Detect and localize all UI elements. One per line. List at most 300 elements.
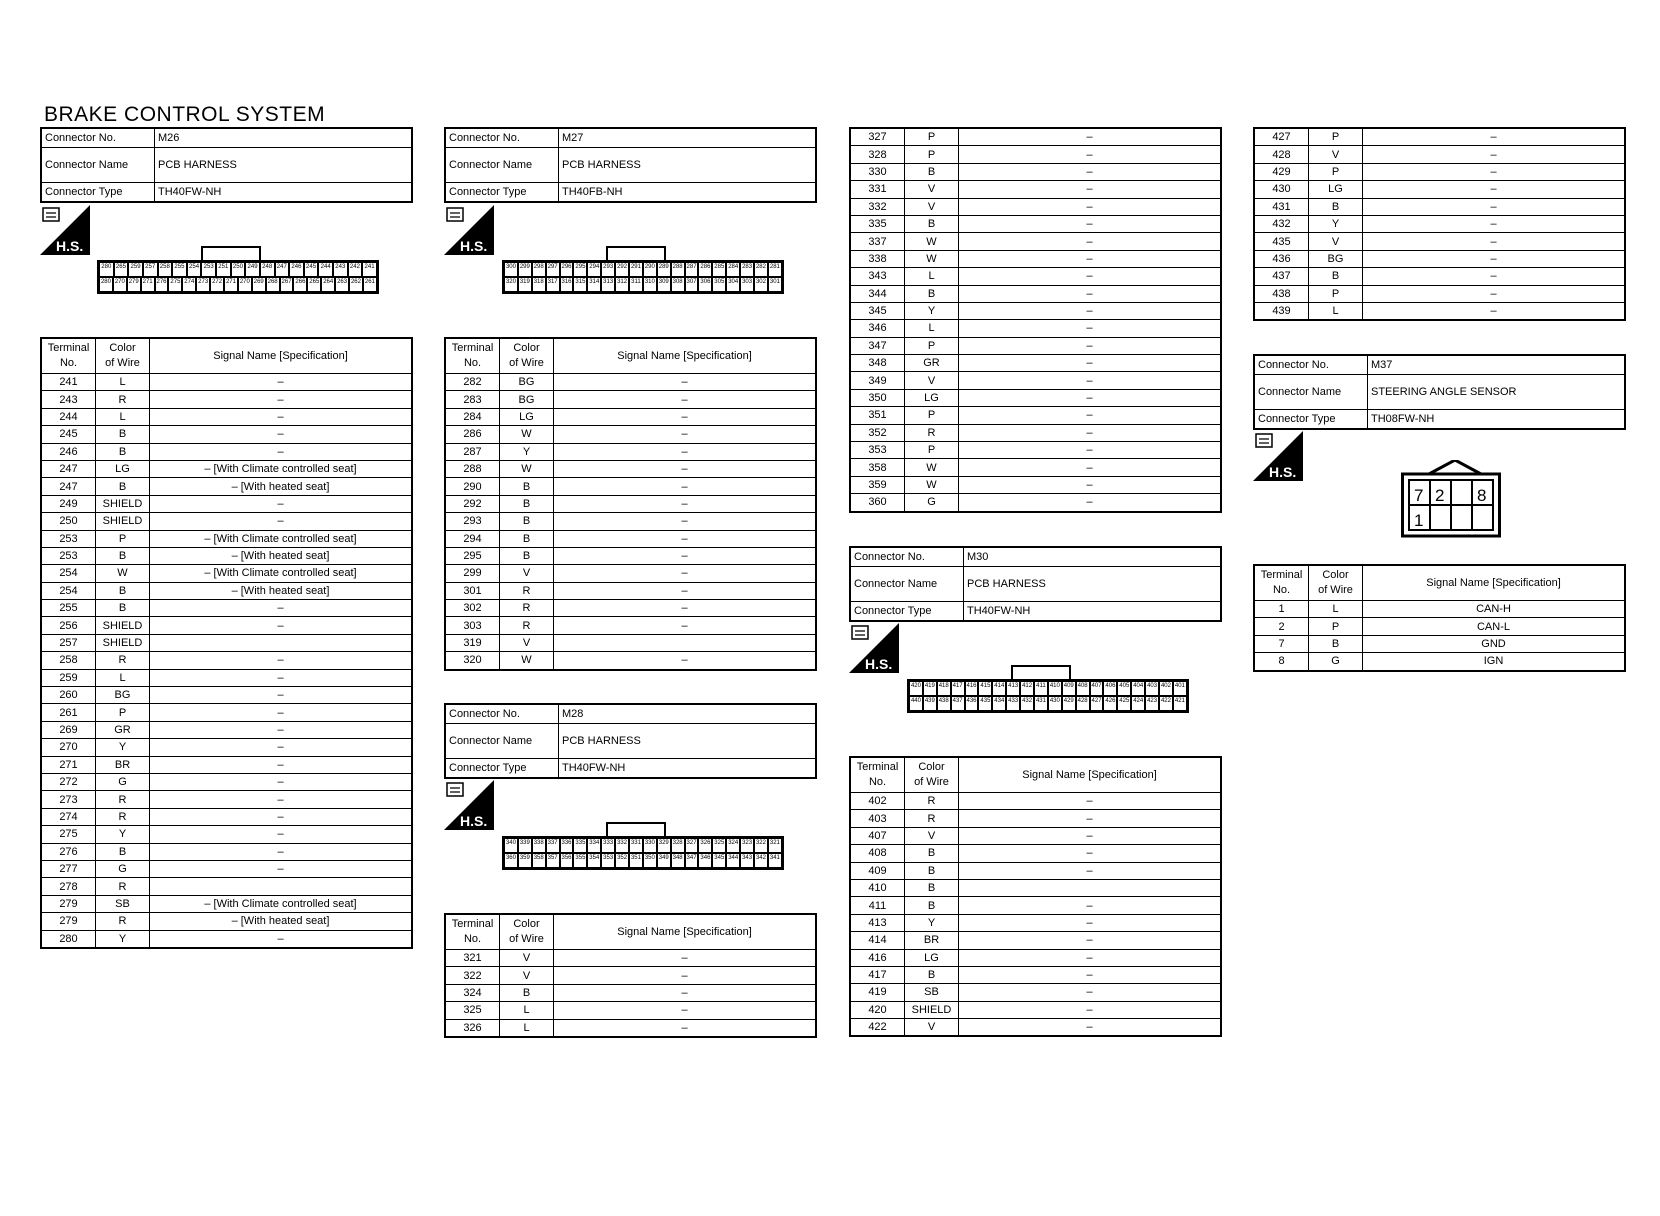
wire-color: Y (1309, 215, 1363, 232)
table-row (41, 547, 412, 564)
table-row (1254, 302, 1625, 320)
pin-cell: 286 (698, 262, 712, 277)
signal-name: – (150, 791, 413, 808)
wire-color: B (905, 862, 959, 879)
wire-color: W (500, 426, 554, 443)
signal-name: – (959, 424, 1222, 441)
wire-color: L (500, 1019, 554, 1037)
terminal-no: 320 (445, 652, 500, 670)
connector-type-label: Connector Type (1254, 410, 1368, 430)
pin-cell: 355 (573, 853, 587, 868)
terminal-no-header: Terminal No. (1254, 565, 1309, 601)
pin-cell: 302 (754, 277, 768, 292)
table-row (41, 530, 412, 547)
table-row (445, 408, 816, 425)
terminal-no: 319 (445, 634, 500, 651)
terminal-table-m27 (444, 337, 817, 671)
terminal-no: 345 (850, 302, 905, 319)
connector-name-value: PCB HARNESS (155, 148, 413, 183)
terminal-no: 428 (1254, 146, 1309, 163)
wire-color: W (905, 233, 959, 250)
signal-name: – (959, 215, 1222, 232)
terminal-no: 346 (850, 320, 905, 337)
wire-color: V (905, 372, 959, 389)
pin-cell: 280 (99, 277, 113, 292)
table-row (850, 268, 1221, 285)
wire-color: B (905, 897, 959, 914)
wire-color: W (905, 459, 959, 476)
pin-cell: 329 (657, 838, 671, 853)
pin-cell: 334 (587, 838, 601, 853)
pin-cell: 262 (349, 277, 363, 292)
hs-label: H.S. (865, 656, 893, 672)
pin-cell: 264 (321, 277, 335, 292)
wire-color: V (1309, 233, 1363, 250)
terminal-no: 288 (445, 460, 500, 477)
terminal-no: 337 (850, 233, 905, 250)
signal-name: – (554, 565, 817, 582)
wire-color: SHIELD (96, 495, 150, 512)
table-row (445, 460, 816, 477)
wire-color: Y (96, 739, 150, 756)
table-row (41, 669, 412, 686)
terminal-no: 295 (445, 547, 500, 564)
signal-name: – (959, 914, 1222, 931)
terminal-table-m26 (40, 337, 413, 949)
pin-cell: 265 (114, 262, 129, 277)
pin-cell: 337 (546, 838, 560, 853)
pin-cell: 414 (992, 681, 1006, 696)
wire-color: B (500, 530, 554, 547)
connector-lock-tab (606, 246, 666, 260)
wire-color: R (96, 808, 150, 825)
pin-cell: 428 (1076, 696, 1090, 711)
signal-name: – (959, 407, 1222, 424)
wire-color: L (905, 268, 959, 285)
connector-type-label: Connector Type (850, 602, 964, 622)
connector-no-label: Connector No. (850, 547, 964, 567)
table-row (1254, 250, 1625, 267)
pin-cell: 315 (573, 277, 587, 292)
wire-color: L (96, 669, 150, 686)
pin-cell: 297 (546, 262, 560, 277)
wire-color: L (96, 374, 150, 391)
pin-cell: 271 (141, 277, 155, 292)
page-title: BRAKE CONTROL SYSTEM (44, 103, 326, 126)
terminal-no: 243 (41, 391, 96, 408)
pin-cell: 280 (99, 262, 114, 277)
wire-color: B (905, 966, 959, 983)
table-row (41, 878, 412, 895)
wire-color: B (96, 582, 150, 599)
signal-name: – (150, 756, 413, 773)
wire-color: B (905, 285, 959, 302)
terminal-no: 274 (41, 808, 96, 825)
pin-grid (97, 260, 379, 294)
terminal-no: 330 (850, 163, 905, 180)
signal-name: – (554, 617, 817, 634)
terminal-no: 254 (41, 565, 96, 582)
pin-cell: 328 (671, 838, 685, 853)
table-row (850, 372, 1221, 389)
terminal-no: 439 (1254, 302, 1309, 320)
pin-cell: 244 (318, 262, 333, 277)
table-row (850, 320, 1221, 337)
terminal-no: 277 (41, 860, 96, 877)
connector-no-label: Connector No. (41, 128, 155, 148)
connector-lock-tab (1011, 665, 1071, 679)
terminal-no: 299 (445, 565, 500, 582)
pin-cell: 282 (754, 262, 768, 277)
pin-cell: 353 (601, 853, 615, 868)
table-row (1254, 146, 1625, 163)
terminal-no: 247 (41, 460, 96, 477)
connector-type-label: Connector Type (445, 183, 559, 203)
terminal-no: 270 (41, 739, 96, 756)
terminal-no: 407 (850, 827, 905, 844)
terminal-no: 293 (445, 513, 500, 530)
wire-color-header: Color of Wire (905, 757, 959, 793)
pin-cell: 312 (615, 277, 629, 292)
wire-color: P (96, 704, 150, 721)
connector-name-label: Connector Name (1254, 375, 1368, 410)
table-row (445, 1002, 816, 1019)
connector-lock-tab (201, 246, 261, 260)
pin-cell: 288 (671, 262, 685, 277)
pin-cell: 279 (127, 277, 141, 292)
wire-color: B (905, 163, 959, 180)
connector-info-m37 (1253, 354, 1626, 430)
harness-side-icon (40, 205, 90, 255)
terminal-no: 347 (850, 337, 905, 354)
pin-cell: 354 (587, 853, 601, 868)
terminal-no: 279 (41, 895, 96, 912)
table-row (41, 443, 412, 460)
wire-color: Y (905, 302, 959, 319)
signal-name: – (150, 843, 413, 860)
pin-cell: 287 (685, 262, 699, 277)
terminal-no: 302 (445, 600, 500, 617)
signal-name: – (554, 495, 817, 512)
table-row (1254, 128, 1625, 146)
terminal-no: 303 (445, 617, 500, 634)
signal-name: – (959, 932, 1222, 949)
hs-label: H.S. (460, 238, 488, 254)
pin-cell: 424 (1131, 696, 1145, 711)
connector-no-value: M26 (155, 128, 413, 148)
table-row (850, 128, 1221, 146)
terminal-no: 348 (850, 355, 905, 372)
table-row (41, 791, 412, 808)
wire-color: G (96, 773, 150, 790)
pin-cell: 417 (951, 681, 965, 696)
wire-color: SHIELD (905, 1001, 959, 1018)
terminal-no: 287 (445, 443, 500, 460)
pin-cell: 320 (504, 277, 518, 292)
pin-cell: 357 (546, 853, 560, 868)
signal-name: – (554, 582, 817, 599)
signal-name: – (959, 268, 1222, 285)
table-row (445, 374, 816, 391)
wire-color: P (1309, 285, 1363, 302)
pin-cell: 253 (201, 262, 216, 277)
connector-name-label: Connector Name (445, 724, 559, 759)
terminal-no-header: Terminal No. (850, 757, 905, 793)
connector-name-value: PCB HARNESS (559, 148, 817, 183)
table-row (850, 494, 1221, 512)
pin-cell: 426 (1103, 696, 1117, 711)
table-row (41, 600, 412, 617)
pin-cell: 283 (740, 262, 754, 277)
pin-cell: 304 (726, 277, 740, 292)
pin-cell: 309 (657, 277, 671, 292)
table-row (41, 843, 412, 860)
signal-name: – [With heated seat] (150, 913, 413, 930)
table-row (850, 1019, 1221, 1037)
terminal-no: 350 (850, 389, 905, 406)
terminal-no: 427 (1254, 128, 1309, 146)
signal-name: – (150, 426, 413, 443)
signal-name: – (959, 897, 1222, 914)
pin-label: 1 (1414, 511, 1424, 530)
terminal-no: 328 (850, 146, 905, 163)
signal-name: – (554, 530, 817, 547)
pin-cell: 257 (143, 262, 158, 277)
table-row (1254, 285, 1625, 302)
pin-cell: 360 (504, 853, 518, 868)
wire-color-header: Color of Wire (500, 914, 554, 950)
signal-name (959, 879, 1222, 896)
pin-cell: 310 (643, 277, 657, 292)
pin-cell: 427 (1090, 696, 1104, 711)
connector-info-m27 (444, 127, 817, 203)
connector-type-label: Connector Type (41, 183, 155, 203)
pin-cell: 241 (362, 262, 377, 277)
pin-cell: 325 (712, 838, 726, 853)
signal-name: – (150, 600, 413, 617)
terminal-no: 438 (1254, 285, 1309, 302)
signal-name: – (554, 967, 817, 984)
pin-cell: 438 (937, 696, 951, 711)
pin-cell: 440 (909, 696, 923, 711)
terminal-no: 247 (41, 478, 96, 495)
table-row (445, 495, 816, 512)
table-row (445, 967, 816, 984)
wire-color: G (905, 494, 959, 512)
wire-color: P (1309, 128, 1363, 146)
terminal-no: 327 (850, 128, 905, 146)
pin-cell: 421 (1173, 696, 1187, 711)
table-row (850, 897, 1221, 914)
pin-cell: 245 (304, 262, 319, 277)
pin-cell: 307 (685, 277, 699, 292)
pin-cell: 419 (923, 681, 937, 696)
table-row (850, 215, 1221, 232)
pin-cell: 273 (196, 277, 210, 292)
pin-cell: 339 (518, 838, 532, 853)
terminal-no: 278 (41, 878, 96, 895)
table-row (850, 845, 1221, 862)
terminal-no: 343 (850, 268, 905, 285)
pin-cell: 356 (560, 853, 574, 868)
pin-cell: 296 (560, 262, 574, 277)
pin-cell: 293 (601, 262, 615, 277)
wire-color: B (905, 845, 959, 862)
signal-name: – (959, 285, 1222, 302)
signal-name: – (959, 442, 1222, 459)
connector-no-value: M37 (1368, 355, 1626, 375)
terminal-no: 420 (850, 1001, 905, 1018)
pin-cell: 420 (909, 681, 923, 696)
wire-color: B (1309, 268, 1363, 285)
pin-cell: 301 (768, 277, 782, 292)
pin-cell: 418 (937, 681, 951, 696)
connector-no-label: Connector No. (1254, 355, 1368, 375)
wire-color: LG (905, 949, 959, 966)
pin-cell: 271 (224, 277, 238, 292)
terminal-no: 321 (445, 950, 500, 967)
pin-cell: 272 (210, 277, 224, 292)
terminal-no: 403 (850, 810, 905, 827)
terminal-no: 273 (41, 791, 96, 808)
terminal-no: 258 (41, 652, 96, 669)
table-row (850, 146, 1221, 163)
terminal-no: 435 (1254, 233, 1309, 250)
terminal-no: 8 (1254, 653, 1309, 671)
table-row (850, 984, 1221, 1001)
terminal-no: 271 (41, 756, 96, 773)
table-row (850, 389, 1221, 406)
table-row (41, 634, 412, 651)
table-row (41, 391, 412, 408)
wire-color: BG (96, 687, 150, 704)
pin-cell: 359 (518, 853, 532, 868)
wire-color: V (905, 181, 959, 198)
table-row (445, 513, 816, 530)
table-row (850, 459, 1221, 476)
signal-name: – (1363, 198, 1626, 215)
wire-color-header: Color of Wire (1309, 565, 1363, 601)
table-row (41, 704, 412, 721)
terminal-no: 326 (445, 1019, 500, 1037)
signal-name: – [With Climate controlled seat] (150, 460, 413, 477)
signal-name: CAN-H (1363, 601, 1626, 618)
connector-type-label: Connector Type (445, 759, 559, 779)
signal-name: – (959, 146, 1222, 163)
table-row (445, 652, 816, 670)
pin-label: 2 (1435, 486, 1445, 505)
table-row (445, 1019, 816, 1037)
table-row (41, 495, 412, 512)
wire-color: B (96, 843, 150, 860)
pin-cell: 258 (158, 262, 173, 277)
connector-name-value: STEERING ANGLE SENSOR (1368, 375, 1626, 410)
signal-name: – (150, 617, 413, 634)
wire-color: R (500, 582, 554, 599)
terminal-no: 254 (41, 582, 96, 599)
wire-color: BR (96, 756, 150, 773)
table-row (850, 424, 1221, 441)
table-row (850, 163, 1221, 180)
wire-color: B (500, 984, 554, 1001)
table-row (41, 756, 412, 773)
wire-color: W (500, 460, 554, 477)
pin-cell: 324 (726, 838, 740, 853)
wire-color: R (905, 793, 959, 810)
harness-side-icon (1253, 431, 1303, 481)
connector-info-m30 (849, 546, 1222, 622)
table-row (445, 565, 816, 582)
pin-cell: 276 (155, 277, 169, 292)
terminal-no: 338 (850, 250, 905, 267)
pin-cell: 269 (252, 277, 266, 292)
table-row (1254, 215, 1625, 232)
pin-cell: 330 (643, 838, 657, 853)
harness-side-icon (849, 623, 899, 673)
terminal-no: 275 (41, 826, 96, 843)
pin-cell: 432 (1020, 696, 1034, 711)
table-row (850, 966, 1221, 983)
pin-cell: 345 (712, 853, 726, 868)
pin-cell: 351 (629, 853, 643, 868)
table-row (1254, 268, 1625, 285)
pin-cell: 314 (587, 277, 601, 292)
terminal-no: 257 (41, 634, 96, 651)
pin-cell: 281 (768, 262, 782, 277)
terminal-table-m30 (849, 756, 1222, 1037)
table-row (850, 476, 1221, 493)
signal-name: – [With heated seat] (150, 547, 413, 564)
pin-cell: 436 (965, 696, 979, 711)
terminal-no: 301 (445, 582, 500, 599)
table-row (445, 443, 816, 460)
table-row (445, 984, 816, 1001)
pin-cell: 342 (754, 853, 768, 868)
wire-color: LG (500, 408, 554, 425)
signal-name-header: Signal Name [Specification] (150, 338, 413, 374)
pin-cell: 429 (1062, 696, 1076, 711)
pin-cell: 321 (768, 838, 782, 853)
table-row (850, 355, 1221, 372)
terminal-no: 250 (41, 513, 96, 530)
pin-cell: 317 (546, 277, 560, 292)
connector-name-label: Connector Name (850, 567, 964, 602)
signal-name: – (1363, 128, 1626, 146)
signal-name: – (150, 739, 413, 756)
connector-no-value: M28 (559, 704, 817, 724)
signal-name-header: Signal Name [Specification] (959, 757, 1222, 793)
connector-type-value: TH40FW-NH (559, 759, 817, 779)
terminal-no: 332 (850, 198, 905, 215)
table-row (41, 426, 412, 443)
connector-name-label: Connector Name (41, 148, 155, 183)
wire-color: Y (96, 826, 150, 843)
pin-cell: 318 (532, 277, 546, 292)
wire-color: R (96, 391, 150, 408)
pin-cell: 300 (504, 262, 518, 277)
wire-color: BG (500, 391, 554, 408)
signal-name: – (150, 721, 413, 738)
terminal-no: 324 (445, 984, 500, 1001)
signal-name: – (1363, 233, 1626, 250)
pin-cell: 341 (768, 853, 782, 868)
terminal-no: 325 (445, 1002, 500, 1019)
wire-color: V (500, 967, 554, 984)
pin-cell: 284 (726, 262, 740, 277)
terminal-no: 283 (445, 391, 500, 408)
pin-cell: 259 (128, 262, 143, 277)
signal-name: – (959, 233, 1222, 250)
